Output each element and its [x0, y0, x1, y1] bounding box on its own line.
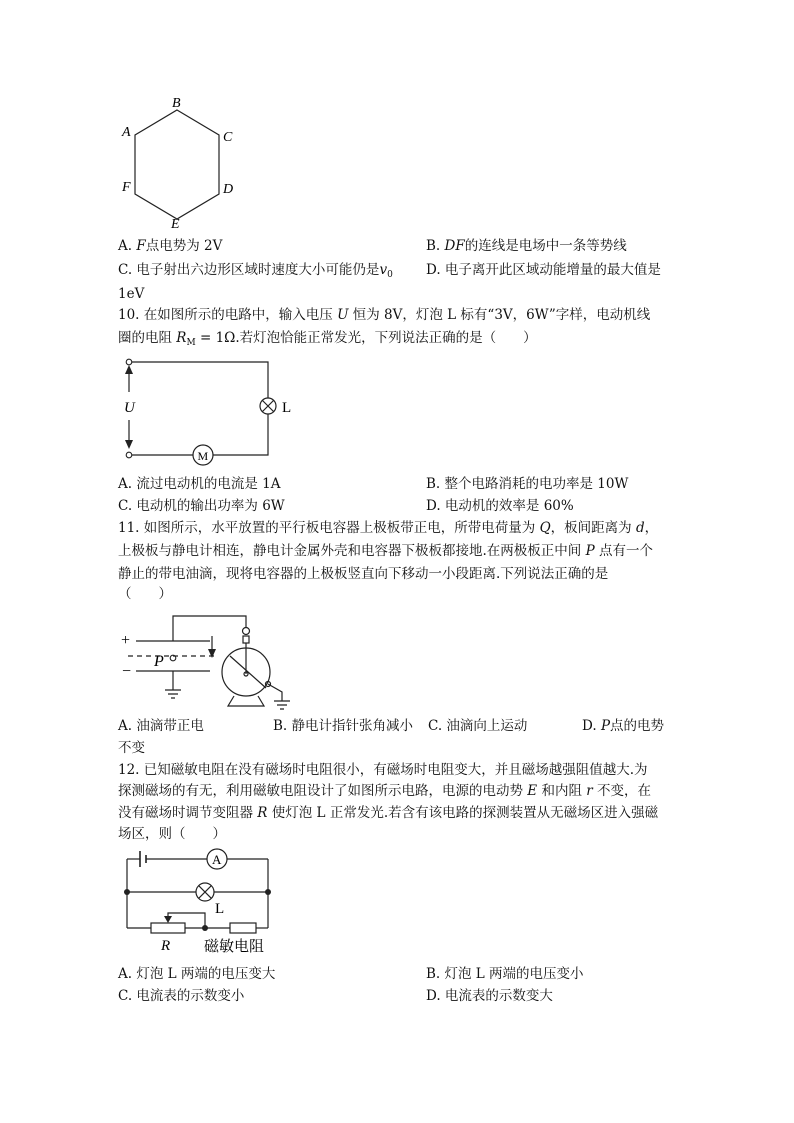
q10-circuit-figure	[115, 352, 305, 470]
q10-fig-l-label: L	[282, 400, 292, 416]
q11-fig-minus: −	[122, 663, 132, 680]
rheostat-symbol	[151, 923, 185, 933]
q12-fig-magnetoresistor-label: 磁敏电阻	[204, 939, 265, 955]
q12-fig-l-label: L	[215, 901, 225, 917]
q11-stem-line4: （ ）	[118, 586, 172, 602]
hex-label-c: C	[223, 130, 233, 145]
hexagon-figure	[110, 92, 250, 232]
hexagon-shape	[135, 110, 219, 219]
q11-option-d-continued: 不变	[118, 740, 145, 756]
battery-symbol	[140, 851, 146, 867]
q10-option-d: D. 电动机的效率是 60%	[426, 498, 574, 514]
q11-option-c: C. 油滴向上运动	[428, 718, 528, 734]
q9-option-a: A. F点电势为 2V	[118, 238, 223, 254]
q11-stem-line1: 11. 如图所示，水平放置的平行板电容器上极板带正电，所带电荷量为 Q，板间距离为 d，	[118, 520, 659, 536]
q9-option-c: C. 电子射出六边形区域时速度大小可能仍是$v_0$	[118, 262, 393, 280]
q12-stem-line4: 场区，则（ ）	[118, 826, 226, 842]
q10-option-c: C. 电动机的输出功率为 6W	[118, 498, 285, 514]
q12-option-a: A. 灯泡 L 两端的电压变大	[118, 966, 276, 982]
q9-option-b: B. DF的连线是电场中一条等势线	[426, 238, 627, 254]
q12-option-d: D. 电流表的示数变大	[426, 988, 553, 1004]
q11-option-d: D. P点的电势	[582, 718, 665, 734]
q12-stem-line1: 12. 已知磁敏电阻在没有磁场时电阻很小，有磁场时电阻变大，并且磁场越强阻值越大.为	[118, 762, 648, 778]
q11-option-b: B. 静电计指针张角减小	[273, 718, 414, 734]
q11-stem-line2: 上极板与静电计相连，静电计金属外壳和电容器下极板都接地.在两极板正中间 P 点有一个	[118, 543, 653, 559]
q11-option-a: A. 油滴带正电	[118, 718, 204, 734]
q9-option-d-continued: 1eV	[118, 286, 145, 302]
q10-option-b: B. 整个电路消耗的电功率是 10W	[426, 476, 629, 492]
hex-label-b: B	[172, 96, 181, 111]
q11-capacitor-figure	[118, 608, 308, 712]
q12-stem-line2: 探测磁场的有无，利用磁敏电阻设计了如图所示电路，电源的电动势 E 和内阻 r 不变，在	[118, 783, 652, 799]
hex-label-d: D	[223, 182, 234, 197]
q11-stem-line3: 静止的带电油滴，现将电容器的上极板竖直向下移动一小段距离.下列说法正确的是	[118, 566, 609, 582]
q12-fig-r-label: R	[161, 938, 171, 954]
q11-fig-plus: +	[121, 632, 131, 649]
q12-option-b: B. 灯泡 L 两端的电压变小	[426, 966, 584, 982]
q10-stem-line2: 圈的电阻 $R_M = 1\Omega$.若灯泡恰能正常发光，下列说法正确的是（ ）	[118, 330, 537, 348]
magnetoresistor-symbol	[230, 923, 256, 933]
q10-fig-m-label: M	[197, 449, 209, 463]
q12-fig-ammeter-label: A	[212, 852, 222, 867]
q12-option-c: C. 电流表的示数变小	[118, 988, 245, 1004]
q10-stem-line1: 10. 在如图所示的电路中，输入电压 U 恒为 8V，灯泡 L 标有“3V，6W”字样，电动机线	[118, 307, 651, 323]
q12-stem-line3: 没有磁场时调节变阻器 R 使灯泡 L 正常发光.若含有该电路的探测装置从无磁场区进入强磁	[118, 805, 659, 821]
q11-fig-p-label: P	[154, 653, 164, 670]
q9-option-d: D. 电子离开此区域动能增量的最大值是	[426, 262, 661, 278]
q10-fig-u-label: U	[124, 400, 135, 416]
q12-circuit-figure	[118, 847, 293, 957]
q10-option-a: A. 流过电动机的电流是 1A	[118, 476, 281, 492]
hex-label-f: F	[122, 180, 131, 195]
hex-label-a: A	[122, 125, 131, 140]
hex-label-e: E	[171, 217, 180, 232]
